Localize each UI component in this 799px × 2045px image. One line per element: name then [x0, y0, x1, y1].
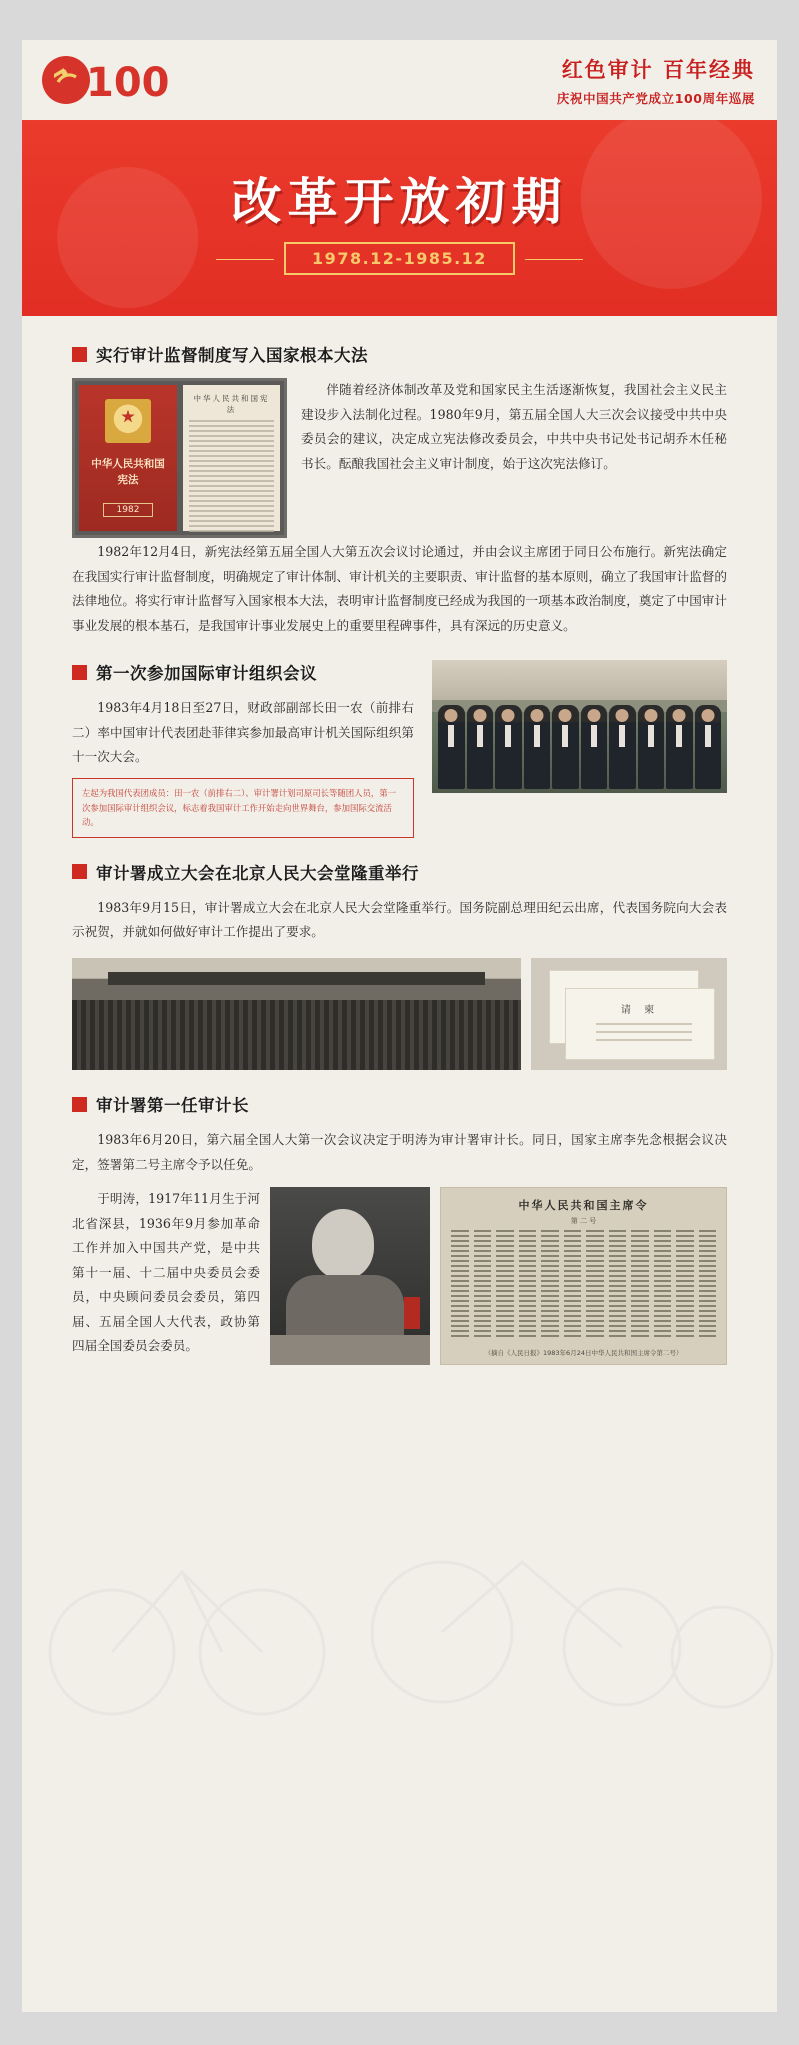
banner-title: 改革开放初期 — [231, 173, 568, 231]
section-2-title: 第一次参加国际审计组织会议 — [96, 664, 317, 684]
section-2-paragraph-1: 1983年4月18日至27日，财政部副部长田一农（前排右二）率中国审计代表团赴菲律宾参加最高审计机关国际组织第十一次大会。 — [72, 700, 414, 765]
ceremony-crowd — [72, 1000, 521, 1070]
ceremony-banner-text — [108, 972, 485, 985]
section-4-head — [72, 1092, 727, 1116]
section-2-caption: 左起为我国代表团成员：田一农（前排右二）、审计署计划司原司长等随团人员，第一次参加国际审计组织会议，标志着我国审计工作开始走向世界舞台，参加国际交流活动。 — [72, 778, 414, 838]
section-3-head — [72, 860, 727, 884]
section-marker-icon — [72, 347, 87, 362]
title-banner — [22, 120, 777, 316]
section-4-title: 审计署第一任审计长 — [96, 1096, 249, 1116]
constitution-doc-lines — [189, 420, 274, 538]
portrait-head — [312, 1209, 374, 1279]
invitation-card-title: 请 柬 — [620, 1005, 660, 1017]
frame-top — [0, 0, 799, 40]
section-1-paragraph-2: 1982年12月4日，新宪法经第五届全国人大第五次会议讨论通过，并由会议主席团于同日公布施行。新宪法确定在我国实行审计监督制度，明确规定了审计体制、审计机关的主要职责、审计监督的基本原则，确立了我国审计监督的法律地位。将实行审计监督写入国家根本大法，表明审计监督制度已经成为我国的一项基本政治制度，奠定了中国审计事业发展的根本基石，是我国审计事业发展史上的重要里程碑事件，具有深远的历史意义。 — [72, 544, 727, 633]
section-1-paragraph-1: 伴随着经济体制改革及党和国家民主生活逐渐恢复，我国社会主义民主建设步入法制化过程。1980年9月，第五届全国人大三次会议接受中共中央委员会的建议，决定成立宪法修改委员会，中共中央书记处书记胡乔木任秘书长。酝酿我国社会主义审计制度，始于这次宪法修订。 — [301, 382, 727, 471]
section-founding-ceremony — [72, 860, 727, 1070]
svg-text:100: 100 — [86, 60, 170, 106]
section-3-paragraph-1: 1983年9月15日，审计署成立大会在北京人民大会堂隆重举行。国务院副总理田纪云出席，代表国务院向大会表示祝贺，并就如何做好审计工作提出了要求。 — [72, 899, 727, 940]
header-subtitle: 庆祝中国共产党成立100周年巡展 — [556, 91, 755, 106]
section-marker-icon — [72, 864, 87, 879]
photo-people-row — [438, 697, 721, 789]
constitution-document-page — [183, 385, 280, 531]
poster-sheet — [22, 40, 777, 2012]
section-marker-icon — [72, 665, 87, 680]
chairman-decree-photo — [440, 1187, 727, 1365]
banner-date-wrap — [22, 242, 777, 275]
invitation-card-lines — [596, 1023, 692, 1025]
constitution-book-cover — [79, 385, 177, 531]
portrait-red-stamp — [404, 1297, 420, 1329]
decree-number: 第 二 号 — [570, 1217, 597, 1226]
constitution-doc-header: 中华人民共和国宪法 — [193, 394, 270, 414]
header-text-block — [557, 54, 755, 107]
header-title: 红色审计 百年经典 — [561, 58, 755, 82]
constitution-book-title: 中华人民共和国宪法 — [91, 458, 165, 486]
frame-bottom — [0, 2012, 799, 2045]
section-marker-icon — [72, 1097, 87, 1112]
founding-ceremony-photo — [72, 958, 521, 1070]
section-1-title: 实行审计监督制度写入国家根本大法 — [96, 346, 368, 365]
section-4-paragraph-2: 于明涛，1917年11月生于河北省深县，1936年9月参加革命工作并加入中国共产党，是中共第十一届、十二届中央委员会委员，中央顾问委员会委员，第四届、五届全国人大代表，政协第四届全国委员会委员。 — [72, 1191, 260, 1354]
decree-footnote: （摘自《人民日报》1983年6月24日中华人民共和国主席令第二号） — [484, 1349, 683, 1358]
constitution-photo — [72, 378, 287, 538]
section-1-head — [72, 342, 727, 366]
constitution-book-year: 1982 — [103, 503, 153, 517]
party-emblem-100-icon — [40, 52, 170, 108]
yu-mingtao-portrait-photo — [270, 1187, 430, 1365]
frame-left — [0, 0, 22, 2045]
decree-text-columns — [451, 1230, 716, 1338]
invitation-card-front — [565, 988, 715, 1060]
section-international-meeting — [72, 660, 727, 838]
section-constitution — [72, 342, 727, 638]
banner-date-chip: 1978.12-1985.12 — [284, 242, 515, 275]
delegation-group-photo — [432, 660, 727, 793]
portrait-desk — [270, 1335, 430, 1365]
section-3-title: 审计署成立大会在北京人民大会堂隆重举行 — [96, 863, 419, 883]
section-2-head — [72, 660, 414, 684]
decree-title: 中华人民共和国主席令 — [518, 1199, 649, 1213]
frame-right — [777, 0, 799, 2045]
section-first-auditor-general — [72, 1092, 727, 1365]
invitation-card-photo — [531, 958, 727, 1070]
poster-header — [22, 40, 777, 120]
section-4-paragraph-1: 1983年6月20日，第六届全国人大第一次会议决定于明涛为审计署审计长。同日，国家主席李先念根据会议决定，签署第二号主席令予以任免。 — [72, 1132, 727, 1172]
poster-body — [22, 316, 777, 2012]
national-emblem-icon — [105, 399, 151, 443]
bicycle-background-illustration — [22, 1452, 777, 1752]
